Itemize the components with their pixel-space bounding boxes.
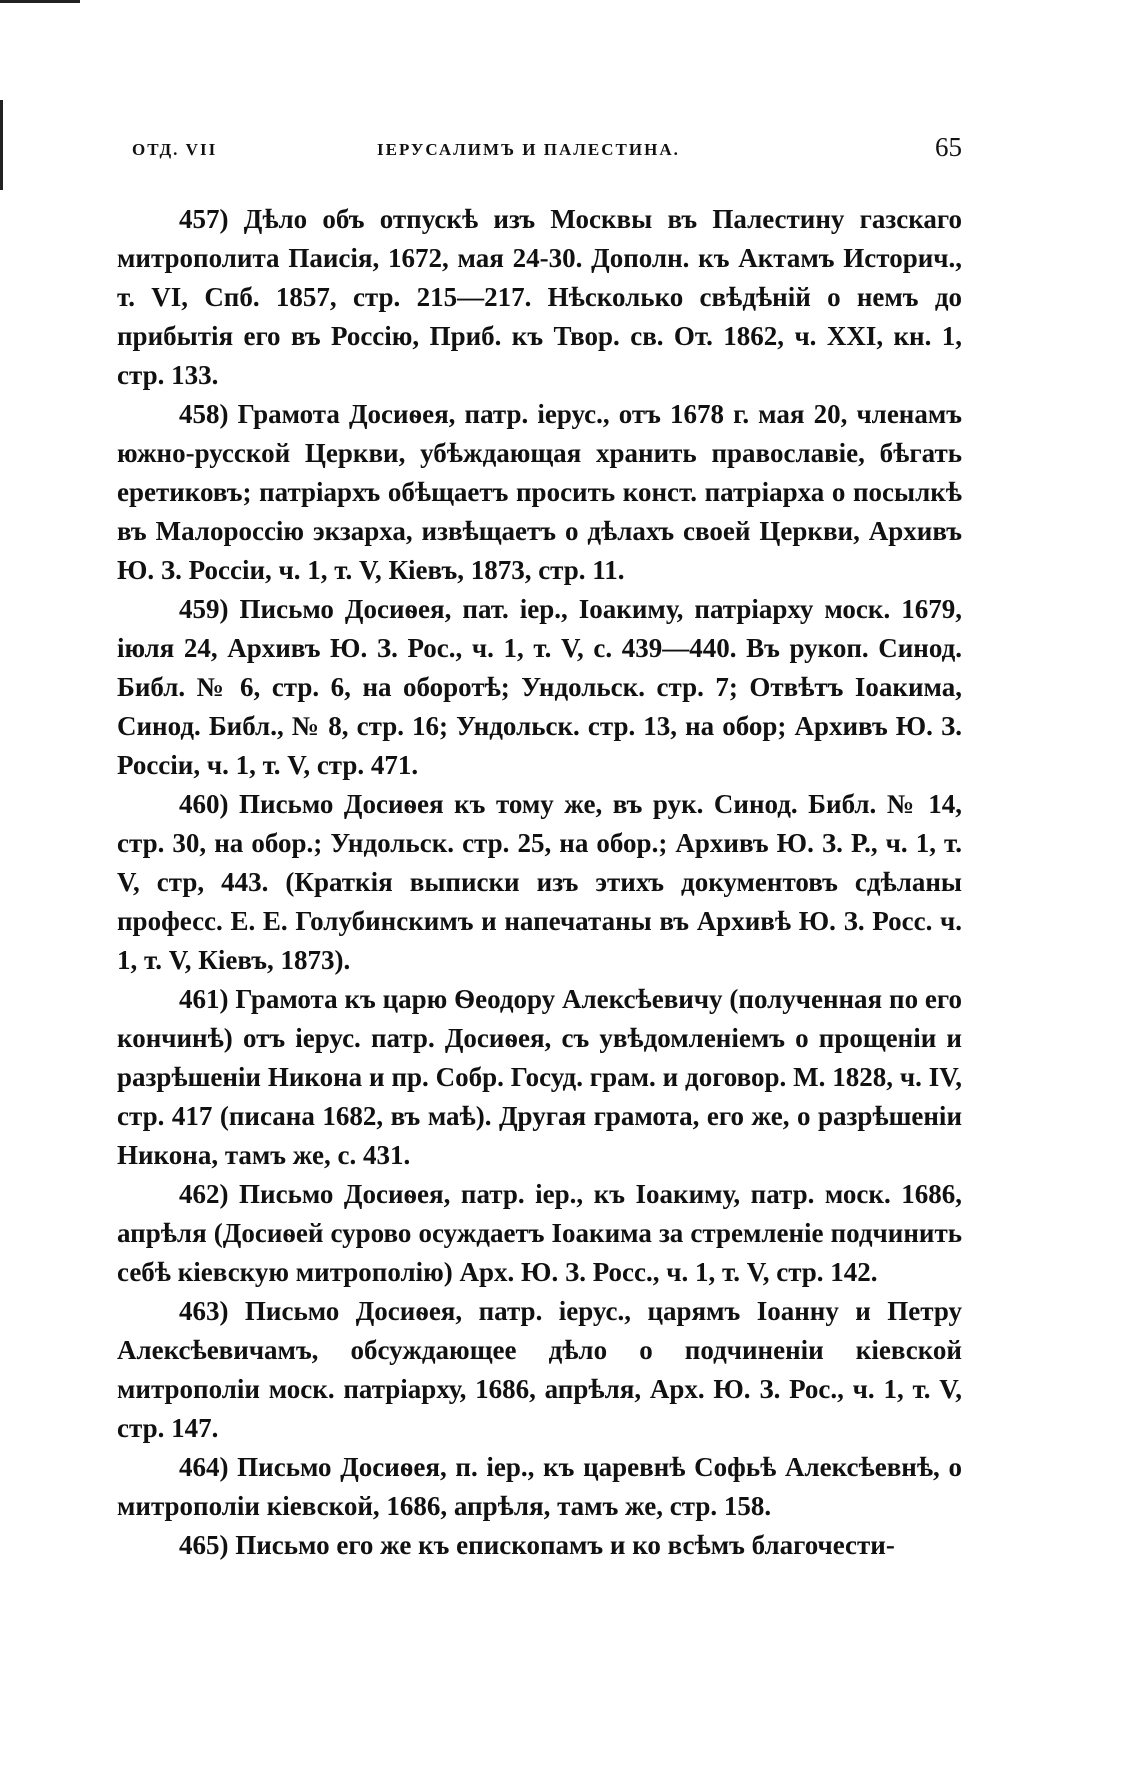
running-title: IЕРУСАЛИМЪ И ПАЛЕСТИНА. — [377, 140, 680, 159]
section-label: ОТД. VII — [132, 140, 218, 159]
page-body — [117, 200, 962, 1565]
entry-463: 463) Письмо Досиѳея, патр. іерус., царямъ Іоанну и Петру Алексѣевичамъ, обсуждающее дѣло о подчиненіи кіевской митрополіи моск. патріарху, 1686, апрѣля, Арх. Ю. З. Рос., ч. 1, т. V, стр. 147. — [117, 1296, 962, 1443]
entry-464: 464) Письмо Досиѳея, п. іер., къ царевнѣ Софьѣ Алексѣевнѣ, о митрополіи кіевской, 1686, апрѣля, тамъ же, стр. 158. — [117, 1452, 962, 1521]
entry-462: 462) Письмо Досиѳея, патр. іер., къ Іоакиму, патр. моск. 1686, апрѣля (Досиѳей сурово осуждаетъ Іоакима за стремленіе подчинить себѣ кіевскую митрополію) Арх. Ю. З. Росс., ч. 1, т. V, стр. 142. — [117, 1179, 962, 1287]
page-number: 65 — [935, 132, 962, 162]
entry-459: 459) Письмо Досиѳея, пат. іер., Іоакиму, патріарху моск. 1679, іюля 24, Архивъ Ю. З. Рос., ч. 1, т. V, с. 439—440. Въ рукоп. Синод. Библ. № 6, стр. 6, на оборотѣ; Ундольск. стр. 7; Отвѣтъ Іоакима, Синод. Библ., № 8, стр. 16; Ундольск. стр. 13, на обор; Архивъ Ю. З. Россіи, ч. 1, т. V, стр. 471. — [117, 594, 962, 780]
page-header — [132, 132, 962, 172]
entry-457: 457) Дѣло объ отпускѣ изъ Москвы въ Палестину газскаго митрополита Паисія, 1672, мая 24-30. Дополн. къ Актамъ Историч., т. VI, Спб. 1857, стр. 215—217. Нѣсколько свѣдѣній о немъ до прибытія его въ Россію, Приб. къ Твор. св. От. 1862, ч. XXI, кн. 1, стр. 133. — [117, 204, 962, 390]
entry-461: 461) Грамота къ царю Ѳеодору Алексѣевичу (полученная по его кончинѣ) отъ іерус. патр. Досиѳея, съ увѣдомленіемъ о прощеніи и разрѣшеніи Никона и пр. Собр. Госуд. грам. и договор. М. 1828, ч. IV, стр. 417 (писана 1682, въ маѣ). Другая грамота, его же, о разрѣшеніи Никона, тамъ же, с. 431. — [117, 984, 962, 1170]
entry-460: 460) Письмо Досиѳея къ тому же, въ рук. Синод. Библ. № 14, стр. 30, на обор.; Ундольск. стр. 25, на обор.; Архивъ Ю. З. Р., ч. 1, т. V, стр, 443. (Краткія выписки изъ этихъ документовъ сдѣланы професс. Е. Е. Голубинскимъ и напечатаны въ Архивѣ Ю. З. Росс. ч. 1, т. V, Кіевъ, 1873). — [117, 789, 962, 975]
entry-458: 458) Грамота Досиѳея, патр. іерус., отъ 1678 г. мая 20, членамъ южно-русской Церкви, убѣждающая хранить православіе, бѣгать еретиковъ; патріархъ обѣщаетъ просить конст. патріарха о посылкѣ въ Малороссію экзарха, извѣщаетъ о дѣлахъ своей Церкви, Архивъ Ю. З. Россіи, ч. 1, т. V, Кіевъ, 1873, стр. 11. — [117, 399, 962, 585]
entry-465: 465) Письмо его же къ епископамъ и ко всѣмъ благочести- — [179, 1530, 895, 1560]
